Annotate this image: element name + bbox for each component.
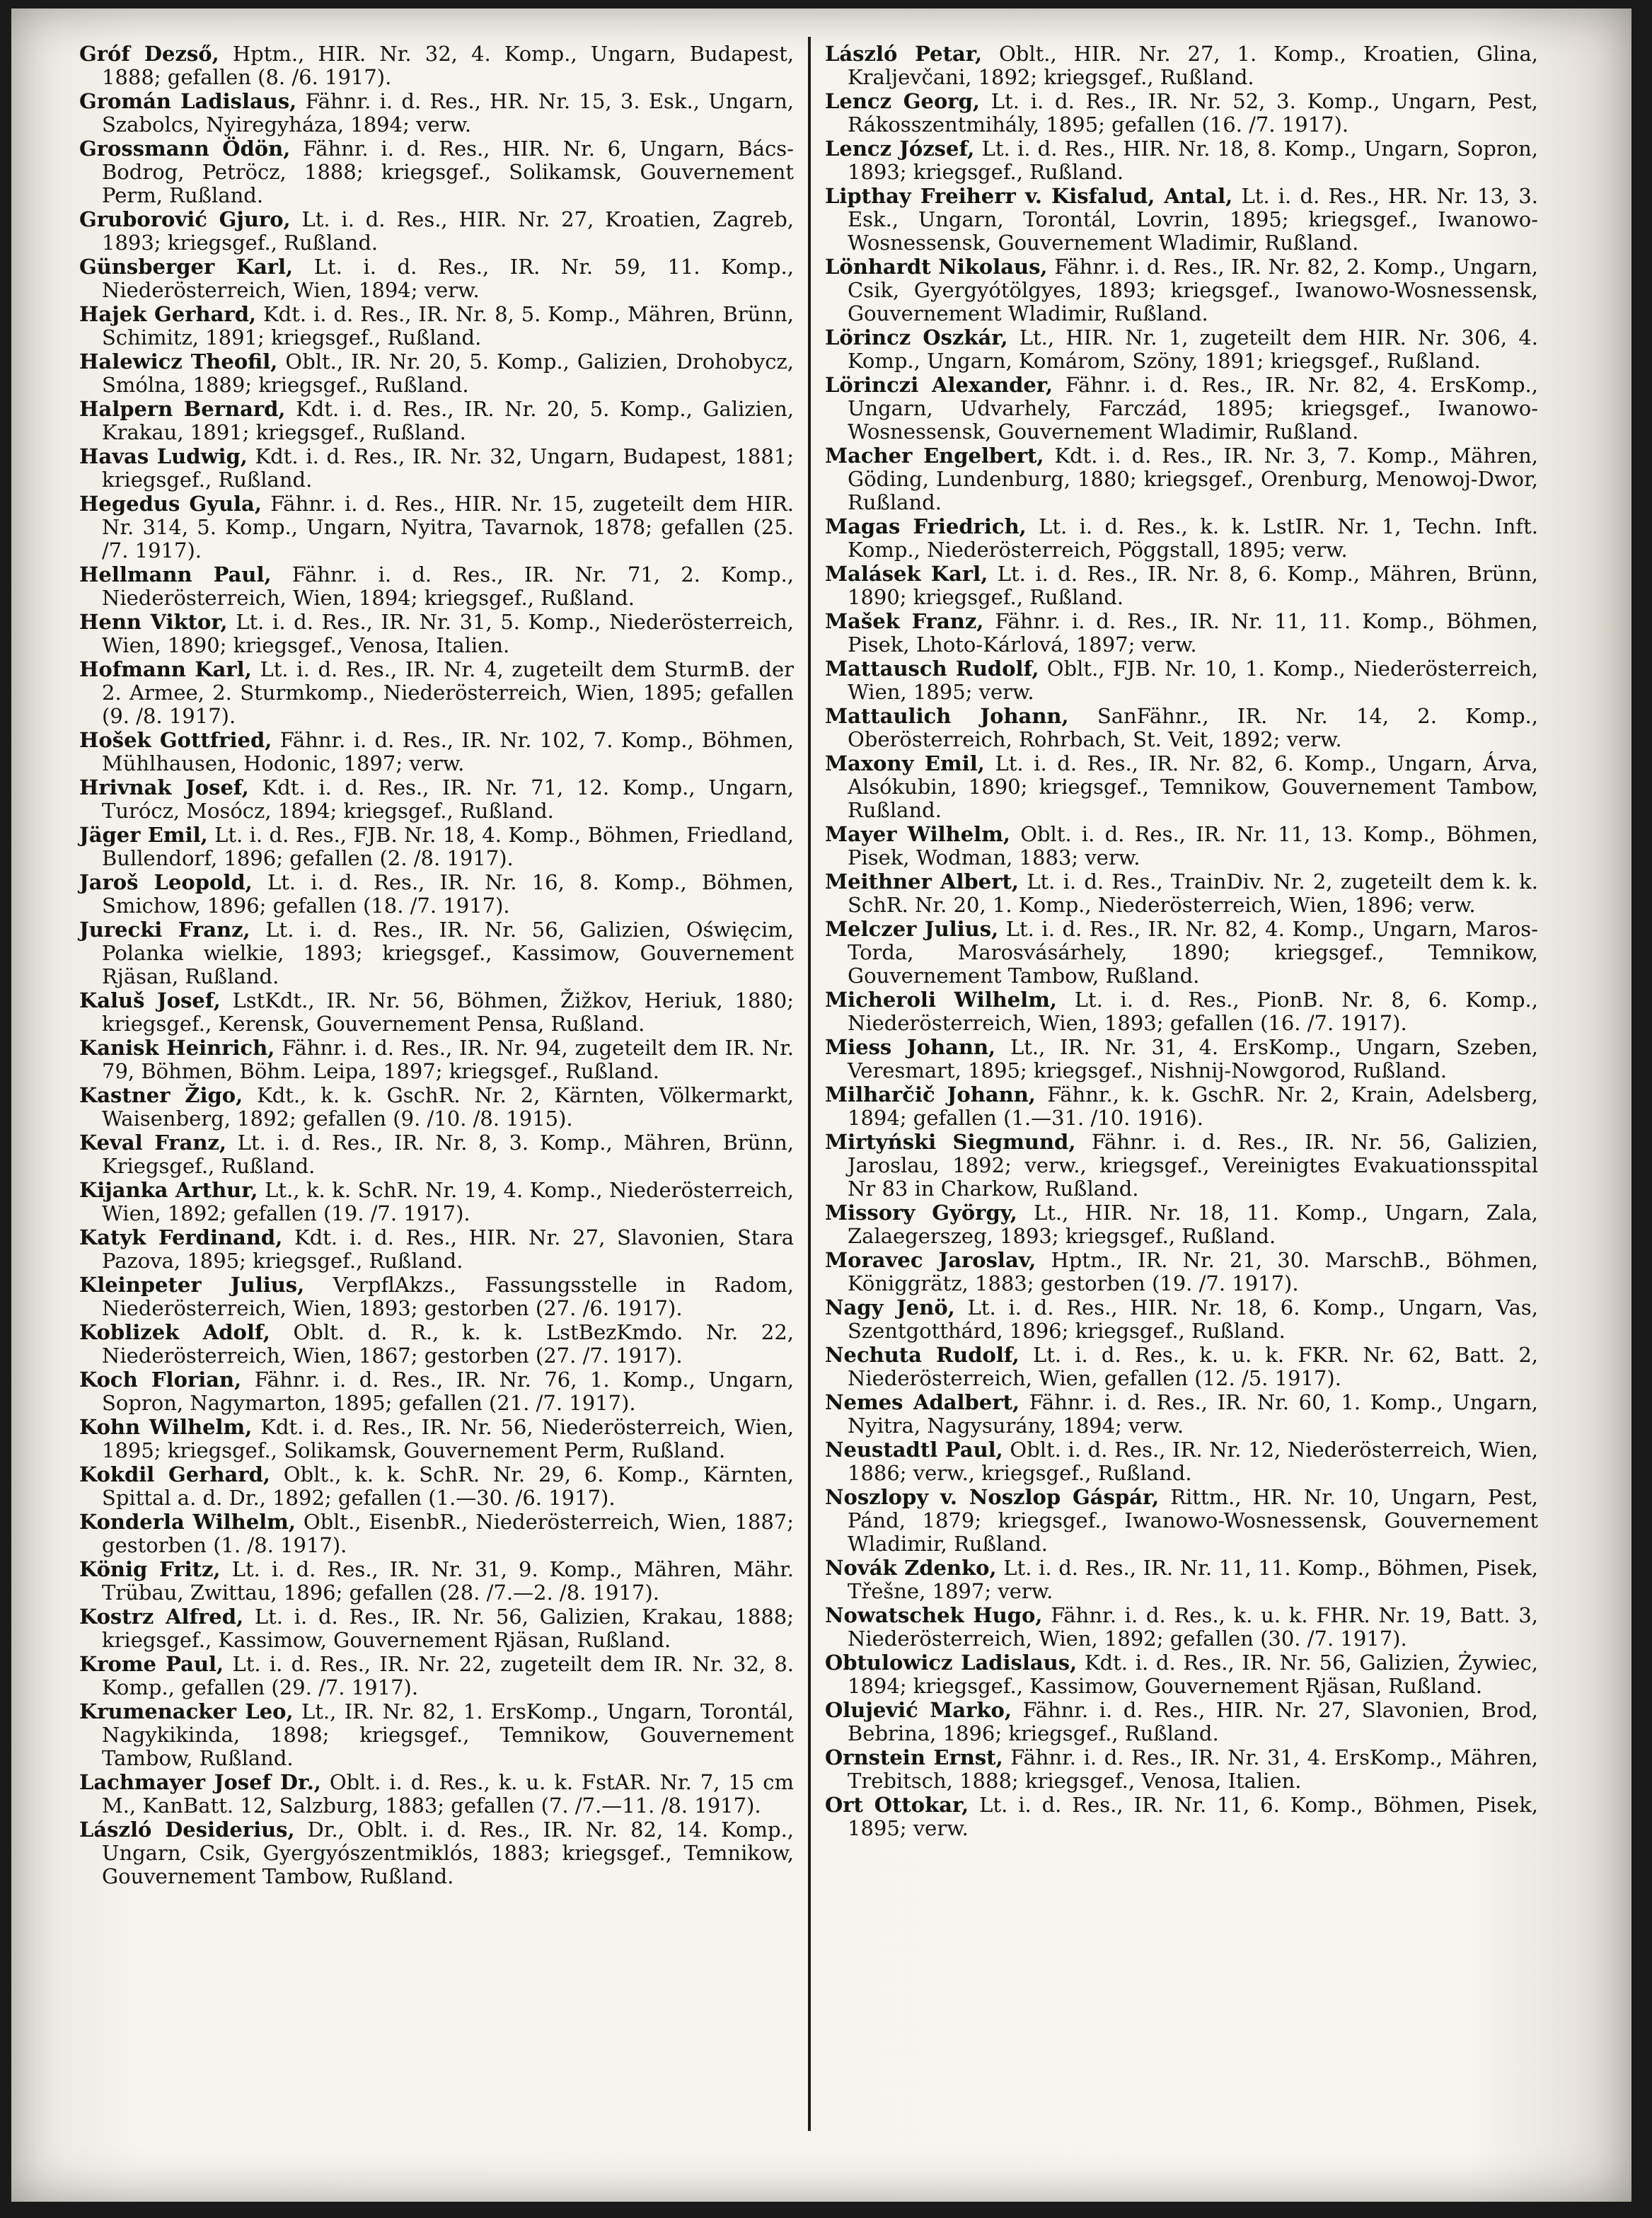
entry-details: Fähnr. i. d. Res., IR. Nr. 11, 11. Komp., Böhmen, Pisek, Lhoto-Kárlová, 1897; verw. — [848, 609, 1538, 657]
entry-name: László Petar, — [825, 42, 983, 66]
roster-entry — [825, 42, 1538, 89]
entry-details: Kdt. i. d. Res., IR. Nr. 3, 7. Komp., Mähren, Göding, Lundenburg, 1880; kriegsgef., Orenburg, Menowoj-Dwor, Rußland. — [848, 444, 1538, 514]
roster-entry — [79, 1226, 794, 1273]
entry-name: Malásek Karl, — [825, 562, 988, 586]
roster-entry — [825, 823, 1538, 870]
roster-entry — [825, 1651, 1538, 1698]
entry-details: Kdt., k. k. GschR. Nr. 2, Kärnten, Völkermarkt, Waisenberg, 1892; gefallen (9. /10. /8. 1915). — [102, 1083, 795, 1131]
entry-name: Maxony Emil, — [825, 751, 985, 775]
entry-name: Kokdil Gerhard, — [79, 1462, 270, 1486]
entry-name: Kleinpeter Julius, — [79, 1273, 305, 1297]
entry-name: Lencz Georg, — [825, 89, 980, 113]
entry-details: Oblt., IR. Nr. 20, 5. Komp., Galizien, Drohobycz, Smólna, 1889; kriegsgef., Rußland. — [102, 350, 794, 397]
entry-name: Hajek Gerhard, — [79, 302, 257, 326]
entry-name: Noszlopy v. Noszlop Gáspár, — [825, 1485, 1160, 1509]
roster-entry — [79, 1036, 794, 1083]
roster-entry — [825, 705, 1538, 751]
entry-details: Lt. i. d. Res., HR. Nr. 13, 3. Esk., Ungarn, Torontál, Lovrin, 1895; kriegsgef., Iwanowo-Wosnessensk, Gouvernement Wladimir, Rußland. — [848, 184, 1538, 255]
entry-details: Lt. i. d. Res., IR. Nr. 22, zugeteilt dem IR. Nr. 32, 8. Komp., gefallen (29. /7. 1917). — [102, 1652, 795, 1699]
entry-details: Lt. i. d. Res., IR. Nr. 11, 6. Komp., Böhmen, Pisek, 1895; verw. — [848, 1793, 1538, 1840]
entry-details: Fähnr. i. d. Res., IR. Nr. 94, zugeteilt dem IR. Nr. 79, Böhmen, Böhm. Leipa, 1897; kriegsgef., Rußland. — [102, 1036, 794, 1083]
entry-details: Oblt. d. R., k. k. LstBezKmdo. Nr. 22, Niederösterreich, Wien, 1867; gestorben (27. /7. 1917). — [102, 1320, 795, 1368]
entry-name: Micheroli Wilhelm, — [825, 988, 1057, 1012]
entry-details: Kdt. i. d. Res., IR. Nr. 20, 5. Komp., Galizien, Krakau, 1891; kriegsgef., Rußland. — [102, 397, 795, 444]
entry-name: Nowatschek Hugo, — [825, 1603, 1043, 1627]
entry-details: Fähnr. i. d. Res., IR. Nr. 82, 4. ErsKomp., Ungarn, Udvarhely, Farczád, 1895; kriegsgef., Iwanowo-Wosnessensk, Gouvernement Wladimir, Rußland. — [848, 373, 1538, 444]
entry-name: Halewicz Theofil, — [79, 350, 278, 374]
roster-entry — [79, 1131, 794, 1178]
roster-entry — [79, 1273, 794, 1320]
left-column — [79, 42, 794, 1889]
entry-details: Fähnr., k. k. GschR. Nr. 2, Krain, Adelsberg, 1894; gefallen (1.—31. /10. 1916). — [848, 1082, 1538, 1130]
entry-name: Milharčič Johann, — [825, 1082, 1036, 1107]
entry-details: Fähnr. i. d. Res., HIR. Nr. 27, Slavonien, Brod, Bebrina, 1896; kriegsgef., Rußland. — [848, 1698, 1538, 1745]
roster-entry — [79, 1321, 794, 1368]
entry-name: Koch Florian, — [79, 1368, 242, 1392]
roster-entry — [825, 562, 1538, 609]
roster-entry — [825, 1699, 1538, 1745]
entry-name: Mattausch Rudolf, — [825, 657, 1039, 681]
roster-entry — [825, 918, 1538, 988]
entry-name: Kostrz Alfred, — [79, 1605, 244, 1629]
roster-entry — [79, 611, 794, 657]
entry-name: Gróf Dezső, — [79, 42, 219, 66]
entry-name: Hellmann Paul, — [79, 562, 272, 587]
roster-entry — [79, 303, 794, 350]
entry-name: Lönhardt Nikolaus, — [825, 255, 1048, 279]
entry-name: Meithner Albert, — [825, 870, 1019, 894]
entry-name: Günsberger Karl, — [79, 255, 294, 279]
entry-details: Lt. i. d. Res., IR. Nr. 16, 8. Komp., Böhmen, Smichow, 1896; gefallen (18. /7. 1917). — [102, 870, 794, 918]
roster-entry — [79, 137, 794, 207]
roster-entry — [825, 1604, 1538, 1651]
roster-entry — [79, 350, 794, 397]
roster-entry — [79, 1084, 794, 1131]
entry-name: Olujević Marko, — [825, 1698, 1012, 1722]
roster-entry — [825, 1201, 1538, 1248]
roster-entry — [825, 657, 1538, 704]
entry-name: Moravec Jaroslav, — [825, 1248, 1036, 1272]
entry-name: Nemes Adalbert, — [825, 1390, 1020, 1414]
entry-name: Halpern Bernard, — [79, 397, 286, 421]
entry-details: Fähnr. i. d. Res., IR. Nr. 60, 1. Komp., Ungarn, Nyitra, Nagysurány, 1894; verw. — [848, 1390, 1539, 1438]
roster-entry — [825, 870, 1538, 917]
entry-details: Oblt., k. k. SchR. Nr. 29, 6. Komp., Kärnten, Spittal a. d. Dr., 1892; gefallen (1.—30. /6. 1917). — [102, 1462, 795, 1510]
roster-entry — [79, 1463, 794, 1510]
roster-entry — [79, 42, 794, 89]
entry-details: Lt., HIR. Nr. 18, 11. Komp., Ungarn, Zala, Zalaegerszeg, 1893; kriegsgef., Rußland. — [848, 1201, 1538, 1248]
entry-name: Lörinczi Alexander, — [825, 373, 1053, 397]
entry-name: Lörincz Oszkár, — [825, 325, 1008, 350]
roster-entry — [79, 398, 794, 444]
entry-name: Missory György, — [825, 1201, 1017, 1225]
entry-details: Lt. i. d. Res., TrainDiv. Nr. 2, zugeteilt dem k. k. SchR. Nr. 20, 1. Komp., Niederösterreich, Wien, 1896; verw. — [848, 870, 1538, 917]
entry-details: Lt. i. d. Res., IR. Nr. 4, zugeteilt dem SturmB. der 2. Armee, 2. Sturmkomp., Niederösterreich, Wien, 1895; gefallen (9. /8. 1917). — [102, 657, 794, 728]
entry-name: Havas Ludwig, — [79, 444, 248, 468]
entry-details: Lt. i. d. Res., IR. Nr. 31, 9. Komp., Mähren, Mähr. Trübau, Zwittau, 1896; gefallen (28. /7.—2. /8. 1917). — [102, 1557, 794, 1605]
roster-entry — [825, 1249, 1538, 1295]
entry-details: Dr., Oblt. i. d. Res., IR. Nr. 82, 14. Komp., Ungarn, Csik, Gyergyószentmiklós, 1883; kriegsgef., Temnikow, Gouvernement Tambow, Rußland. — [102, 1818, 795, 1888]
roster-entry — [79, 255, 794, 302]
entry-name: Miess Johann, — [825, 1035, 996, 1059]
entry-name: Kijanka Arthur, — [79, 1178, 258, 1202]
entry-name: Hofmann Karl, — [79, 657, 252, 681]
entry-name: Melczer Julius, — [825, 917, 999, 941]
roster-entry — [825, 1083, 1538, 1130]
entry-name: Gromán Ladislaus, — [79, 89, 297, 113]
roster-entry — [79, 1179, 794, 1225]
entry-name: Jäger Emil, — [79, 823, 208, 847]
entry-details: Kdt. i. d. Res., IR. Nr. 56, Niederösterreich, Wien, 1895; kriegsgef., Solikamsk, Gouvernement Perm, Rußland. — [102, 1415, 794, 1462]
roster-entry — [79, 90, 794, 137]
entry-name: Koblizek Adolf, — [79, 1320, 270, 1344]
roster-entry — [825, 988, 1538, 1035]
entry-details: Rittm., HR. Nr. 10, Ungarn, Pest, Pánd, 1879; kriegsgef., Iwanowo-Wosnessensk, Gouvernement Wladimir, Rußland. — [848, 1485, 1538, 1556]
roster-entry — [79, 208, 794, 255]
entry-details: Lt. i. d. Res., IR. Nr. 82, 6. Komp., Ungarn, Árva, Alsókubin, 1890; kriegsgef., Temnikow, Gouvernement Tambow, Rußland. — [848, 751, 1538, 822]
roster-entry — [825, 1344, 1538, 1390]
roster-entry — [79, 729, 794, 775]
entry-details: Kdt. i. d. Res., HIR. Nr. 27, Slavonien, Stara Pazova, 1895; kriegsgef., Rußland. — [102, 1225, 795, 1273]
entry-details: Lt., IR. Nr. 82, 1. ErsKomp., Ungarn, Torontál, Nagykikinda, 1898; kriegsgef., Temnikow, Gouvernement Tambow, Rußland. — [102, 1699, 795, 1770]
entry-name: Lencz József, — [825, 137, 975, 161]
roster-entry — [79, 1416, 794, 1462]
entry-details: Fähnr. i. d. Res., HIR. Nr. 15, zugeteilt dem HIR. Nr. 314, 5. Komp., Ungarn, Nyitra, Tavarnok, 1878; gefallen (25. /7. 1917). — [102, 492, 794, 562]
entry-name: Hegedus Gyula, — [79, 492, 262, 516]
entry-details: Lt. i. d. Res., IR. Nr. 56, Galizien, Oświęcim, Polanka wielkie, 1893; kriegsgef., Kassimow, Gouvernement Rjäsan, Rußland. — [102, 918, 794, 988]
entry-name: Ort Ottokar, — [825, 1793, 969, 1817]
entry-details: LstKdt., IR. Nr. 56, Böhmen, Žižkov, Heriuk, 1880; kriegsgef., Kerensk, Gouvernement Pensa, Rußland. — [102, 988, 795, 1036]
entry-details: Lt. i. d. Res., IR. Nr. 52, 3. Komp., Ungarn, Pest, Rákosszentmihály, 1895; gefallen (16. /7. 1917). — [848, 89, 1538, 137]
entry-details: Lt. i. d. Res., IR. Nr. 8, 3. Komp., Mähren, Brünn, Kriegsgef., Rußland. — [102, 1131, 794, 1178]
roster-entry — [825, 255, 1538, 325]
entry-name: Mattaulich Johann, — [825, 704, 1069, 728]
entry-name: Mayer Wilhelm, — [825, 822, 1010, 846]
roster-entry — [825, 1296, 1538, 1343]
roster-entry — [79, 824, 794, 870]
entry-name: Hrivnak Josef, — [79, 775, 249, 799]
entry-details: Lt. i. d. Res., PionB. Nr. 8, 6. Komp., Niederösterreich, Wien, 1893; gefallen (16. /7. 1917). — [848, 988, 1538, 1035]
roster-entry — [825, 1036, 1538, 1082]
entry-name: Magas Friedrich, — [825, 514, 1027, 538]
entry-details: Fähnr. i. d. Res., HIR. Nr. 6, Ungarn, Bács-Bodrog, Petröcz, 1888; kriegsgef., Solikamsk, Gouvernement Perm, Rußland. — [102, 137, 794, 207]
entry-details: Lt. i. d. Res., IR. Nr. 11, 11. Komp., Böhmen, Pisek, Třešne, 1897; verw. — [848, 1556, 1538, 1603]
entry-details: Kdt. i. d. Res., IR. Nr. 71, 12. Komp., Ungarn, Turócz, Mosócz, 1894; kriegsgef., Rußland. — [102, 775, 795, 823]
entry-details: Lt., HIR. Nr. 1, zugeteilt dem HIR. Nr. 306, 4. Komp., Ungarn, Komárom, Szöny, 1891; kriegsgef., Rußland. — [848, 325, 1538, 373]
document-page — [11, 8, 1631, 2202]
entry-name: Lachmayer Josef Dr., — [79, 1770, 321, 1794]
roster-entry — [79, 1818, 794, 1888]
entry-details: Fähnr. i. d. Res., IR. Nr. 31, 4. ErsKomp., Mähren, Trebitsch, 1888; kriegsgef., Venosa, Italien. — [848, 1745, 1539, 1793]
entry-name: Katyk Ferdinand, — [79, 1225, 283, 1249]
entry-name: Hošek Gottfried, — [79, 728, 272, 752]
entry-details: Fähnr. i. d. Res., IR. Nr. 102, 7. Komp., Böhmen, Mühlhausen, Hodonic, 1897; verw. — [102, 728, 794, 775]
entry-details: Lt. i. d. Res., IR. Nr. 59, 11. Komp., Niederösterreich, Wien, 1894; verw. — [102, 255, 794, 302]
entry-name: László Desiderius, — [79, 1818, 295, 1842]
entry-name: Nagy Jenö, — [825, 1295, 955, 1319]
roster-entry — [79, 563, 794, 610]
roster-entry — [825, 1556, 1538, 1603]
roster-entry — [825, 185, 1538, 255]
entry-details: Lt., k. k. SchR. Nr. 19, 4. Komp., Niederösterreich, Wien, 1892; gefallen (19. /7. 1917). — [102, 1178, 794, 1225]
roster-entry — [825, 326, 1538, 373]
entry-name: Lipthay Freiherr v. Kisfalud, Antal, — [825, 184, 1233, 208]
roster-entry — [825, 752, 1538, 822]
entry-name: Kaluš Josef, — [79, 988, 221, 1012]
roster-entry — [79, 1653, 794, 1699]
roster-entry — [825, 610, 1538, 657]
entry-details: Lt., IR. Nr. 31, 4. ErsKomp., Ungarn, Szeben, Veresmart, 1895; kriegsgef., Nishnij-Nowgorod, Rußland. — [848, 1035, 1538, 1082]
roster-entry — [79, 1511, 794, 1557]
roster-entry — [825, 1391, 1538, 1438]
entry-details: Oblt. i. d. Res., IR. Nr. 12, Niederösterreich, Wien, 1886; verw., kriegsgef., Rußland. — [848, 1438, 1538, 1485]
entry-details: Kdt. i. d. Res., IR. Nr. 56, Galizien, Żywiec, 1894; kriegsgef., Kassimow, Gouvernement Rjäsan, Rußland. — [848, 1651, 1538, 1698]
roster-entry — [79, 1558, 794, 1605]
entry-details: Lt. i. d. Res., IR. Nr. 82, 4. Komp., Ungarn, Maros-Torda, Marosvásárhely, 1890; kriegsgef., Temnikow, Gouvernement Tambow, Rußland. — [848, 917, 1538, 988]
roster-entry — [79, 1700, 794, 1770]
entry-details: Lt. i. d. Res., HIR. Nr. 18, 6. Komp., Ungarn, Vas, Szentgotthárd, 1896; kriegsgef., Rußland. — [848, 1295, 1538, 1343]
entry-details: Fähnr. i. d. Res., k. u. k. FHR. Nr. 19, Batt. 3, Niederösterreich, Wien, 1892; gefallen (30. /7. 1917). — [848, 1603, 1538, 1651]
roster-entry — [825, 1438, 1538, 1485]
entry-name: Henn Viktor, — [79, 610, 228, 634]
roster-entry — [79, 1368, 794, 1415]
entry-details: Fähnr. i. d. Res., IR. Nr. 56, Galizien, Jaroslau, 1892; verw., kriegsgef., Vereinigtes Evakuationsspital Nr 83 in Charkow, Rußland. — [848, 1130, 1538, 1201]
roster-entry — [825, 90, 1538, 137]
entry-name: Mašek Franz, — [825, 609, 984, 633]
entry-name: Kohn Wilhelm, — [79, 1415, 253, 1439]
entry-details: Lt. i. d. Res., k. k. LstIR. Nr. 1, Techn. Inft. Komp., Niederösterreich, Pöggstall, 1895; verw. — [848, 514, 1538, 562]
entry-details: SanFähnr., IR. Nr. 14, 2. Komp., Oberösterreich, Rohrbach, St. Veit, 1892; verw. — [848, 704, 1538, 751]
entry-details: Lt. i. d. Res., HIR. Nr. 18, 8. Komp., Ungarn, Sopron, 1893; kriegsgef., Rußland. — [848, 137, 1538, 184]
entry-details: Fähnr. i. d. Res., IR. Nr. 82, 2. Komp., Ungarn, Csik, Gyergyótölgyes, 1893; kriegsgef., Iwanowo-Wosnessensk, Gouvernement Wladimir, Rußland. — [848, 255, 1539, 325]
roster-entry — [825, 444, 1538, 514]
roster-entry — [79, 492, 794, 562]
entry-details: Lt. i. d. Res., k. u. k. FKR. Nr. 62, Batt. 2, Niederösterreich, Wien, gefallen (12. /5. 1917). — [848, 1343, 1539, 1390]
entry-name: Jaroš Leopold, — [79, 870, 253, 894]
entry-name: Keval Franz, — [79, 1131, 227, 1155]
entry-name: Krumenacker Leo, — [79, 1699, 294, 1723]
entry-name: Mirtyński Siegmund, — [825, 1130, 1076, 1154]
roster-entry — [79, 658, 794, 728]
entry-name: Grossmann Ödön, — [79, 137, 291, 161]
entry-name: Gruborović Gjuro, — [79, 207, 291, 231]
entry-details: Hptm., IR. Nr. 21, 30. MarschB., Böhmen, Königgrätz, 1883; gestorben (19. /7. 1917). — [848, 1248, 1539, 1295]
roster-entry — [79, 918, 794, 988]
roster-entry — [79, 445, 794, 492]
entry-details: Oblt., FJB. Nr. 10, 1. Komp., Niederösterreich, Wien, 1895; verw. — [848, 657, 1538, 704]
entry-details: Lt. i. d. Res., HIR. Nr. 27, Kroatien, Zagreb, 1893; kriegsgef., Rußland. — [102, 207, 794, 255]
entry-details: Lt. i. d. Res., IR. Nr. 8, 6. Komp., Mähren, Brünn, 1890; kriegsgef., Rußland. — [848, 562, 1538, 609]
roster-entry — [825, 374, 1538, 444]
entry-name: Krome Paul, — [79, 1652, 224, 1676]
roster-entry — [79, 1771, 794, 1818]
entry-details: Oblt. i. d. Res., IR. Nr. 11, 13. Komp., Böhmen, Pisek, Wodman, 1883; verw. — [848, 822, 1538, 870]
entry-name: Jurecki Franz, — [79, 918, 250, 942]
roster-entry — [825, 1746, 1538, 1793]
entry-details: Oblt. i. d. Res., k. u. k. FstAR. Nr. 7, 15 cm M., KanBatt. 12, Salzburg, 1883; gefallen (7. /7.—11. /8. 1917). — [102, 1770, 794, 1818]
roster-entry — [79, 989, 794, 1036]
entry-name: Neustadtl Paul, — [825, 1438, 1003, 1462]
roster-entry — [825, 137, 1538, 184]
roster-entry — [825, 515, 1538, 562]
entry-details: Lt. i. d. Res., IR. Nr. 56, Galizien, Krakau, 1888; kriegsgef., Kassimow, Gouvernement Rjäsan, Rußland. — [102, 1605, 794, 1652]
entry-details: VerpflAkzs., Fassungsstelle in Radom, Niederösterreich, Wien, 1893; gestorben (27. /6. 1917). — [102, 1273, 794, 1320]
entry-details: Fähnr. i. d. Res., HR. Nr. 15, 3. Esk., Ungarn, Szabolcs, Nyiregyháza, 1894; verw. — [102, 89, 794, 137]
entry-details: Oblt., HIR. Nr. 27, 1. Komp., Kroatien, Glina, Kraljevčani, 1892; kriegsgef., Rußland. — [848, 42, 1538, 89]
roster-entry — [79, 871, 794, 918]
entry-name: Obtulowicz Ladislaus, — [825, 1651, 1078, 1675]
entry-details: Fähnr. i. d. Res., IR. Nr. 71, 2. Komp., Niederösterreich, Wien, 1894; kriegsgef., Rußland. — [102, 562, 794, 610]
entry-name: Konderla Wilhelm, — [79, 1510, 296, 1534]
entry-name: Ornstein Ernst, — [825, 1745, 1003, 1769]
entry-details: Hptm., HIR. Nr. 32, 4. Komp., Ungarn, Budapest, 1888; gefallen (8. /6. 1917). — [102, 42, 794, 89]
roster-entry — [825, 1794, 1538, 1840]
entry-name: Novák Zdenko, — [825, 1556, 997, 1580]
entry-name: Kastner Žigo, — [79, 1083, 243, 1107]
entry-name: Kanisk Heinrich, — [79, 1036, 275, 1060]
entry-details: Lt. i. d. Res., IR. Nr. 31, 5. Komp., Niederösterreich, Wien, 1890; kriegsgef., Venosa, Italien. — [102, 610, 794, 657]
entry-details: Fähnr. i. d. Res., IR. Nr. 76, 1. Komp., Ungarn, Sopron, Nagymarton, 1895; gefallen (21. /7. 1917). — [102, 1368, 794, 1415]
entry-name: Nechuta Rudolf, — [825, 1343, 1019, 1367]
roster-entry — [79, 1605, 794, 1652]
entry-name: Macher Engelbert, — [825, 444, 1044, 468]
roster-entry — [79, 776, 794, 823]
right-column — [825, 42, 1538, 1841]
entry-details: Kdt. i. d. Res., IR. Nr. 8, 5. Komp., Mähren, Brünn, Schimitz, 1891; kriegsgef., Rußland. — [102, 302, 794, 350]
entry-details: Lt. i. d. Res., FJB. Nr. 18, 4. Komp., Böhmen, Friedland, Bullendorf, 1896; gefallen (2. /8. 1917). — [102, 823, 794, 870]
entry-details: Kdt. i. d. Res., IR. Nr. 32, Ungarn, Budapest, 1881; kriegsgef., Rußland. — [102, 444, 794, 492]
column-divider — [808, 37, 811, 2131]
roster-entry — [825, 1131, 1538, 1201]
roster-entry — [825, 1486, 1538, 1556]
entry-details: Oblt., EisenbR., Niederösterreich, Wien, 1887; gestorben (1. /8. 1917). — [102, 1510, 794, 1557]
entry-name: König Fritz, — [79, 1557, 221, 1581]
